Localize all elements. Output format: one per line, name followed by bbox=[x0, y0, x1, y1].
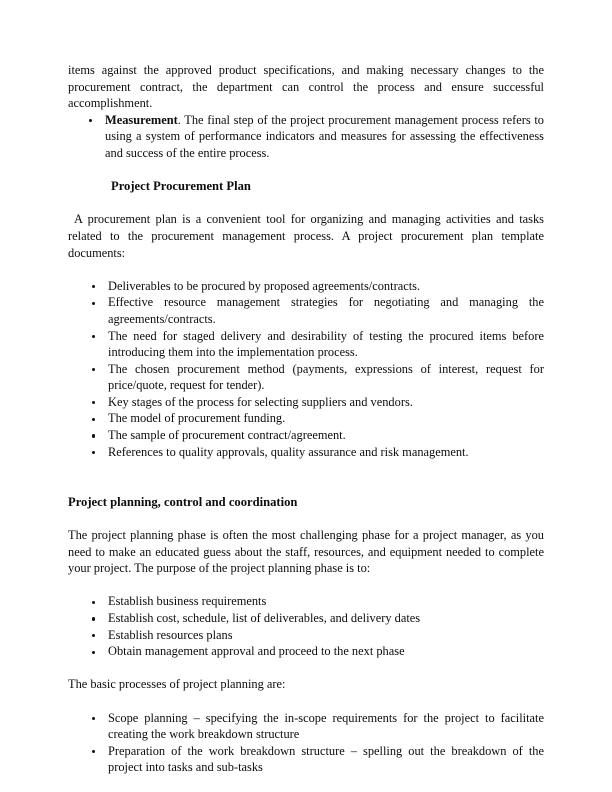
spacer bbox=[68, 195, 544, 212]
list-item: Key stages of the process for selecting suppliers and vendors. bbox=[68, 394, 544, 411]
spacer bbox=[68, 477, 544, 494]
list-item-measurement bbox=[68, 112, 544, 162]
list-item: The model of procurement funding. bbox=[68, 410, 544, 427]
spacer bbox=[68, 693, 544, 710]
list-item: References to quality approvals, quality assurance and risk management. bbox=[68, 444, 544, 461]
list-item: The chosen procurement method (payments, expressions of interest, request for price/quote, request for tender). bbox=[68, 361, 544, 394]
basic-processes-intro-paragraph: The basic processes of project planning are: bbox=[68, 677, 286, 692]
list-item: Scope planning – specifying the in-scope requirements for the project to facilitate creating the work breakdown structure bbox=[68, 710, 544, 743]
list-item: Establish business requirements bbox=[68, 593, 544, 610]
procurement-plan-intro-paragraph: A procurement plan is a convenient tool for organizing and managing activities and tasks related to the procurement management process. A project procurement plan template documents: bbox=[68, 212, 544, 260]
measurement-bullet-list bbox=[68, 112, 544, 162]
spacer bbox=[68, 660, 544, 677]
project-planning-purpose-list bbox=[68, 593, 544, 659]
list-item: Establish resources plans bbox=[68, 627, 544, 644]
spacer bbox=[68, 460, 544, 477]
list-item: Effective resource management strategies for negotiating and managing the agreements/contracts. bbox=[68, 294, 544, 327]
list-item: The need for staged delivery and desirability of testing the procured items before introducing them into the implementation process. bbox=[68, 328, 544, 361]
spacer bbox=[68, 162, 544, 179]
spacer bbox=[68, 577, 544, 594]
list-item: Preparation of the work breakdown structure – spelling out the breakdown of the project into tasks and sub-tasks bbox=[68, 743, 544, 776]
measurement-label: Measurement bbox=[105, 112, 178, 127]
heading-project-planning-control-coordination: Project planning, control and coordination bbox=[68, 494, 298, 509]
spacer bbox=[68, 261, 544, 278]
list-item: The sample of procurement contract/agreement. bbox=[68, 427, 544, 444]
heading-project-procurement-plan: Project Procurement Plan bbox=[111, 179, 251, 194]
document-body bbox=[68, 62, 544, 776]
continuation-paragraph: items against the approved product specifications, and making necessary changes to the procurement contract, the department can control the process and ensure successful accomplishment. bbox=[68, 63, 544, 111]
project-planning-intro-paragraph: The project planning phase is often the most challenging phase for a project manager, as you need to make an educated guess about the staff, resources, and equipment needed to complete your project. The purpose of the project planning phase is to: bbox=[68, 528, 544, 576]
procurement-plan-list bbox=[68, 278, 544, 461]
spacer bbox=[68, 510, 544, 527]
measurement-text: . The final step of the project procurement management process refers to using a system of performance indicators and measures for assessing the effectiveness and success of the entire process. bbox=[105, 112, 544, 160]
list-item: Establish cost, schedule, list of deliverables, and delivery dates bbox=[68, 610, 544, 627]
list-item: Deliverables to be procured by proposed agreements/contracts. bbox=[68, 278, 544, 295]
project-planning-processes-list bbox=[68, 710, 544, 776]
list-item: Obtain management approval and proceed to the next phase bbox=[68, 643, 544, 660]
